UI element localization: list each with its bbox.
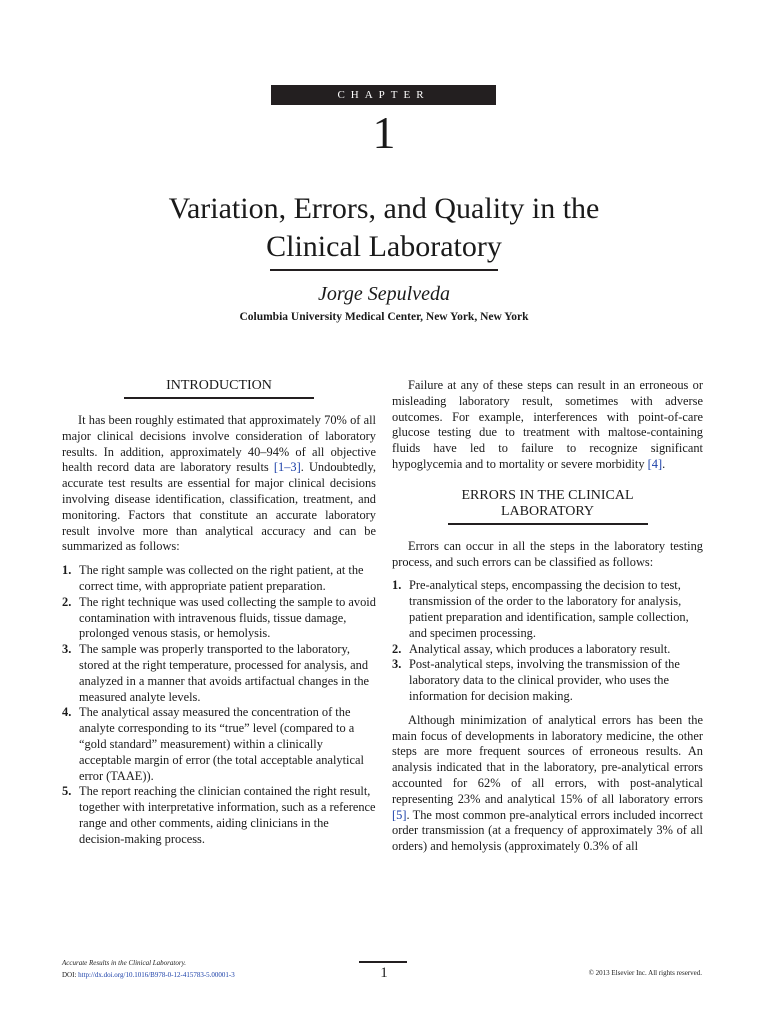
page-number: 1 [380,965,388,981]
list-number: 3. [392,657,402,672]
errors-heading-line2: LABORATORY [500,503,595,519]
analysis-paragraph [392,713,703,855]
intro-paragraph [62,413,376,555]
failure-paragraph [392,378,703,473]
list-text: The right sample was collected on the right patient, at the correct time, with appropriate patient preparation. [79,563,364,593]
error-steps-list [392,578,703,704]
analysis-text-a: Although minimization of analytical errors has been the main focus of developments in laboratory medicine, the other steps are more frequent sources of erroneous results. An analysis indicated that in the laboratory, pre-analytical errors accounted for 62% of all errors, with post-analytical representing 23% and analytical 15% of all laboratory errors [392,712,703,806]
chapter-title-line1: Variation, Errors, and Quality in the [168,192,600,225]
list-number: 2. [392,641,402,656]
errors-paragraph: Errors can occur in all the steps in the laboratory testing process, and such errors can be classified as follows: [392,538,703,569]
list-item [392,578,703,641]
citation-link[interactable]: [1–3] [273,460,301,475]
list-item [62,642,376,705]
copyright: © 2013 Elsevier Inc. All rights reserved. [588,969,702,977]
list-item [62,563,376,595]
doi-label: DOI: [62,971,79,979]
list-number: 1. [62,563,72,578]
intro-text-a: It has been roughly estimated that approximately 70% of all major clinical decisions involve consideration of laboratory results. In addition, approximately 40–94% of all objective health record data are laboratory results [62,413,376,475]
list-text: Post-analytical steps, involving the transmission of the laboratory data to the clinical provider, who uses the information for decision making. [409,657,680,703]
author-name: Jorge Sepulveda [318,283,450,305]
author-affiliation: Columbia University Medical Center, New York, New York [239,311,529,323]
left-column [62,378,376,848]
right-column [392,378,703,855]
chapter-number: 1 [372,107,396,158]
errors-heading-line1: ERRORS IN THE CLINICAL [461,487,634,503]
list-text: The analytical assay measured the concentration of the analyte corresponding to its “true” level (compared to a “gold standard” measurement) within a clinically acceptable margin of error (the total acceptable analytical error (TAAE)). [79,705,364,783]
list-number: 3. [62,642,72,657]
list-text: The right technique was used collecting the sample to avoid contamination with intravenous fluids, tissue damage, prolonged venous stasis, or hemolysis. [79,594,376,641]
footer-rule [359,961,407,963]
list-item [62,595,376,642]
list-number: 5. [62,784,72,799]
citation-link[interactable]: [5] [392,807,407,822]
list-text: Pre-analytical steps, encompassing the decision to test, transmission of the order to the laboratory for analysis, patient preparation and identification, sample collection, and specimen processing. [409,578,689,640]
failure-text-a: Failure at any of these steps can result in an erroneous or misleading laboratory result, sometimes with adverse outcomes. For example, interferences with point-of-care glucose testing due to treatment with maltose-containing fluids have led to failure to recognize significant hypoglycemia and to mortality or severe morbidity [392,378,703,471]
list-number: 4. [62,705,72,720]
title-rule [270,269,498,271]
introduction-heading: INTRODUCTION [124,378,314,399]
list-item [392,642,703,658]
list-number: 1. [392,578,402,593]
chapter-title-line2: Clinical Laboratory [266,230,502,263]
doi-link[interactable]: http://dx.doi.org/10.1016/B978-0-12-415783-5.00001-3 [78,971,235,979]
chapter-title [0,190,768,266]
chapter-label: CHAPTER [271,85,496,105]
list-text: Analytical assay, which produces a laboratory result. [409,641,671,656]
list-item [392,657,703,704]
list-text: The sample was properly transported to the laboratory, stored at the right temperature, processed for analysis, and analyzed in a manner that avoids artifactual changes in the measured analyte levels. [79,642,370,704]
list-item [62,705,376,784]
citation-link[interactable]: [4] [647,456,663,471]
errors-heading [448,488,648,525]
analysis-text-b: . The most common pre-analytical errors included incorrect order transmission (at a frequency of approximately 3% of all orders) and hemolysis (approximately 0.3% of all [392,807,703,854]
list-text: The report reaching the clinician contained the right result, together with interpretative information, such as a reference range and other comments, aiding clinicians in the decision-making process. [79,784,376,846]
book-title: Accurate Results in the Clinical Laboratory. [62,959,187,967]
intro-text-b: . Undoubtedly, accurate test results are essential for major clinical decisions involving disease identification, classification, treatment, and monitoring. Factors that constitute an accurate laboratory result involve more than analytical accuracy and can be summarized as follows: [62,460,376,554]
list-item [62,784,376,847]
list-number: 2. [62,594,72,609]
failure-text-b: . [662,456,666,471]
accuracy-factors-list [62,563,376,847]
